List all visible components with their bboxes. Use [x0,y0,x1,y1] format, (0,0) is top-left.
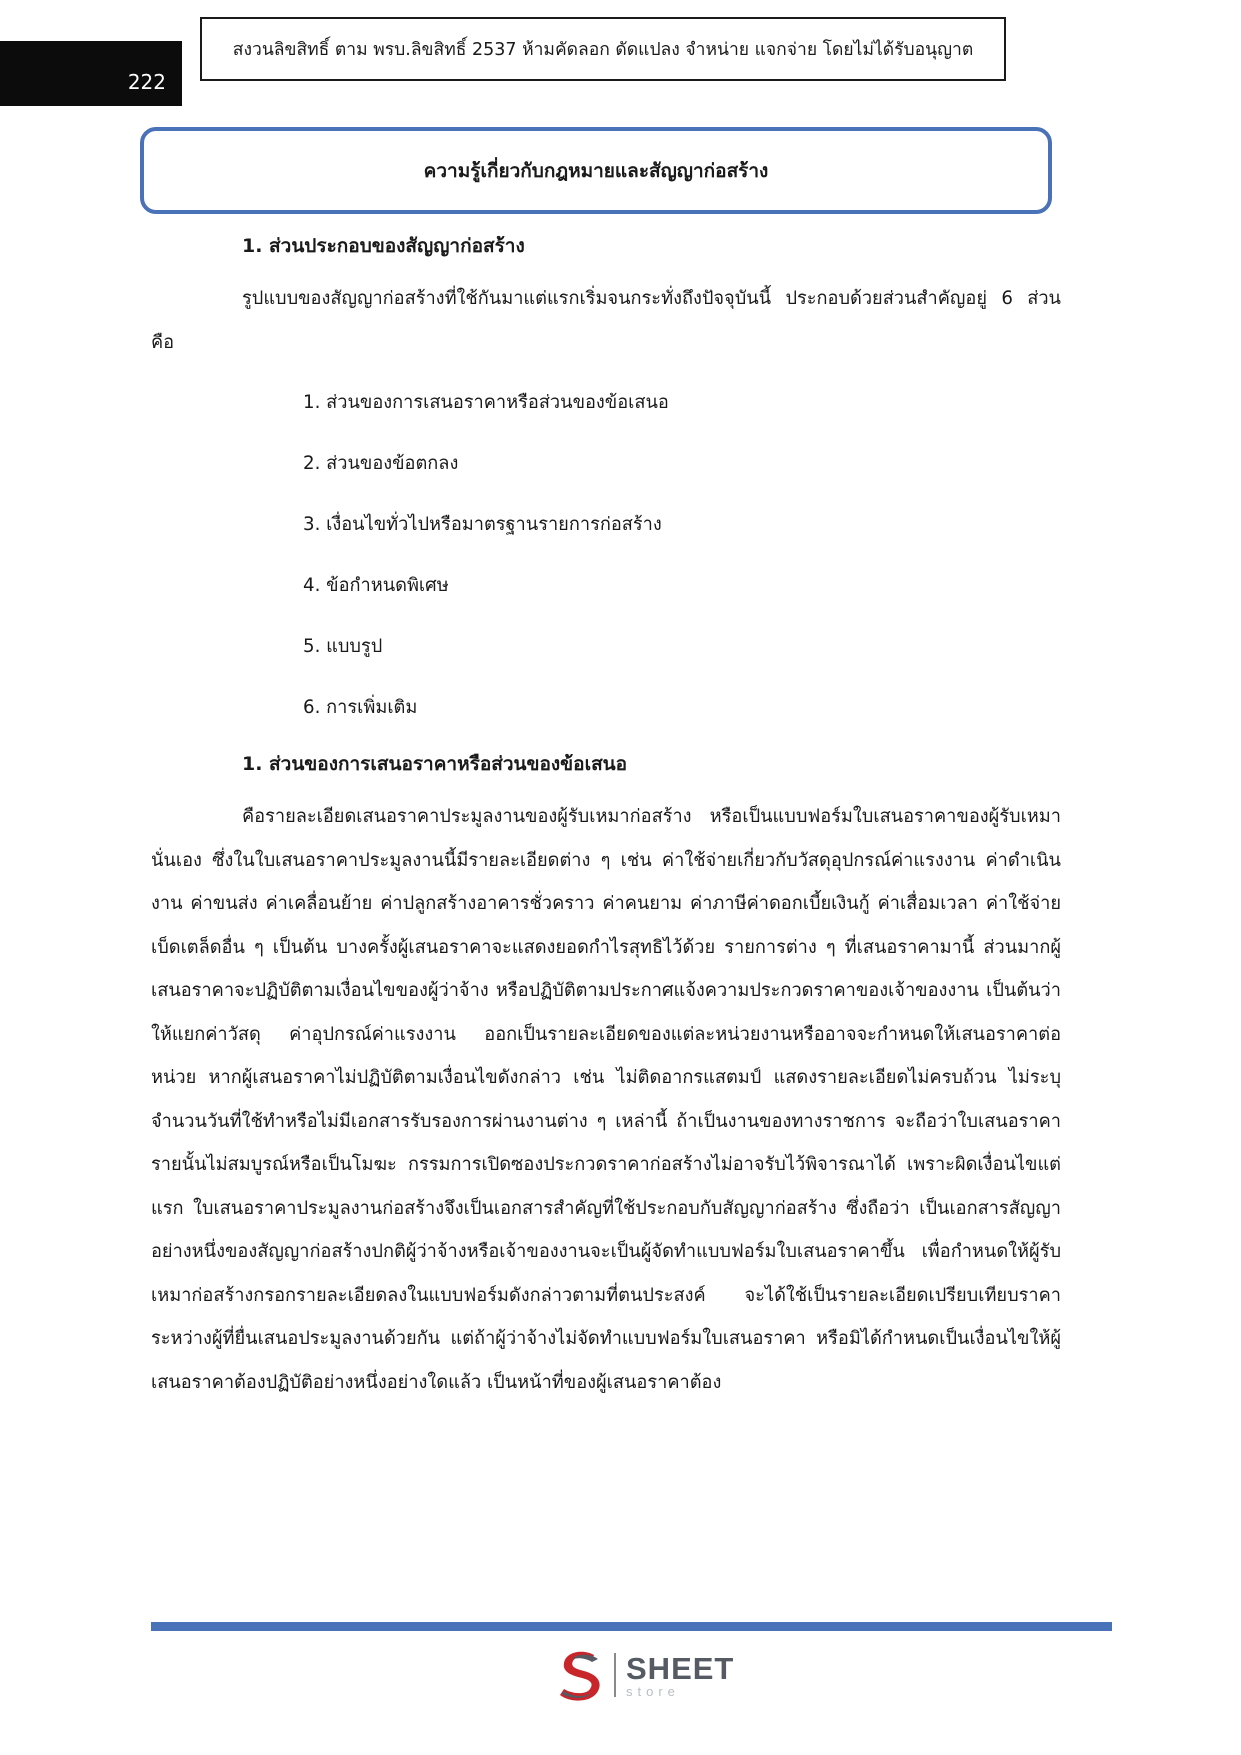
logo-divider [614,1653,616,1697]
list-item: 4. ข้อกำหนดพิเศษ [303,575,449,596]
page-number-tab [0,41,182,106]
sheet-store-logo [554,1645,734,1705]
list-item: 3. เงื่อนไขทั่วไปหรือมาตรฐานรายการก่อสร้าง [303,514,662,535]
footer-rule [151,1622,1112,1631]
section-heading-bid: 1. ส่วนของการเสนอราคาหรือส่วนของข้อเสนอ [242,753,628,775]
list-item: 6. การเพิ่มเติม [303,697,418,718]
page-number: 222 [127,70,166,94]
page-title: ความรู้เกี่ยวกับกฎหมายและสัญญาก่อสร้าง [140,127,1052,214]
document-body [151,226,1061,1404]
components-list [151,372,1061,738]
list-item: 1. ส่วนของการเสนอราคาหรือส่วนของข้อเสนอ [303,392,669,413]
list-item: 5. แบบรูป [303,636,383,657]
intro-paragraph: รูปแบบของสัญญาก่อสร้างที่ใช้กันมาแต่แรกเริ่มจนกระทั่งถึงปัจจุบันนี้ ประกอบด้วยส่วนสำคัญอยู่ 6 ส่วน คือ [151,288,1061,353]
logo-wordmark: SHEET [626,1650,735,1686]
copyright-notice: สงวนลิขสิทธิ์ ตาม พรบ.ลิขสิทธิ์ 2537 ห้ามคัดลอก ดัดแปลง จำหน่าย แจกจ่าย โดยไม่ได้รับอนุญาต [200,17,1006,81]
sheet-store-s-icon [554,1647,608,1703]
bid-description-paragraph: คือรายละเอียดเสนอราคาประมูลงานของผู้รับเหมาก่อสร้าง หรือเป็นแบบฟอร์มใบเสนอราคาของผู้รับเหมานั่นเอง ซึ่งในใบเสนอราคาประมูลงานนี้มีรายละเอียดต่าง ๆ เช่น ค่าใช้จ่ายเกี่ยวกับวัสดุอุปกรณ์ค่าแรงงาน ค่าดำเนินงาน ค่าขนส่ง ค่าเคลื่อนย้าย ค่าปลูกสร้างอาคารชั่วคราว ค่าคนยาม ค่าภาษีค่าดอกเบี้ยเงินกู้ ค่าเสื่อมเวลา ค่าใช้จ่ายเบ็ดเตล็ดอื่น ๆ เป็นต้น บางครั้งผู้เสนอราคาจะแสดงยอดกำไรสุทธิไว้ด้วย รายการต่าง ๆ ที่เสนอราคามานี้ ส่วนมากผู้เสนอราคาจะปฏิบัติตามเงื่อนไขของผู้ว่าจ้าง หรือปฏิบัติตามประกาศแจ้งความประกวดราคาของเจ้าของงาน เป็นต้นว่า ให้แยกค่าวัสดุ ค่าอุปกรณ์ค่าแรงงาน ออกเป็นรายละเอียดของแต่ละหน่วยงานหรืออาจจะกำหนดให้เสนอราคาต่อหน่วย หากผู้เสนอราคาไม่ปฏิบัติตามเงื่อนไขดังกล่าว เช่น ไม่ติดอากรแสตมป์ แสดงรายละเอียดไม่ครบถ้วน ไม่ระบุจำนวนวันที่ใช้ทำหรือไม่มีเอกสารรับรองการผ่านงานต่าง ๆ เหล่านี้ ถ้าเป็นงานของทางราชการ จะถือว่าใบเสนอราคารายนั้นไม่สมบูรณ์หรือเป็นโมฆะ กรรมการเปิดซองประกวดราคาก่อสร้างไม่อาจรับไว้พิจารณาได้ เพราะผิดเงื่อนไขแต่แรก ใบเสนอราคาประมูลงานก่อสร้างจึงเป็นเอกสารสำคัญที่ใช้ประกอบกับสัญญาก่อสร้าง ซึ่งถือว่า เป็นเอกสารสัญญา อย่างหนึ่งของสัญญาก่อสร้างปกติผู้ว่าจ้างหรือเจ้าของงานจะเป็นผู้จัดทำแบบฟอร์มใบเสนอราคาขึ้น เพื่อกำหนดให้ผู้รับเหมาก่อสร้างกรอกรายละเอียดลงในแบบฟอร์มดังกล่าวตามที่ตนประสงค์ จะได้ใช้เป็นรายละเอียดเปรียบเทียบราคาระหว่างผู้ที่ยื่นเสนอประมูลงานด้วยกัน แต่ถ้าผู้ว่าจ้างไม่จัดทำแบบฟอร์มใบเสนอราคา หรือมิได้กำหนดเป็นเงื่อนไขให้ผู้เสนอราคาต้องปฏิบัติอย่างหนึ่งอย่างใดแล้ว เป็นหน้าที่ของผู้เสนอราคาต้อง [151,806,1061,1393]
logo-text [626,1650,735,1699]
list-item: 2. ส่วนของข้อตกลง [303,453,459,474]
logo-subtext: store [626,1683,680,1699]
section-heading-components: 1. ส่วนประกอบของสัญญาก่อสร้าง [242,235,525,257]
